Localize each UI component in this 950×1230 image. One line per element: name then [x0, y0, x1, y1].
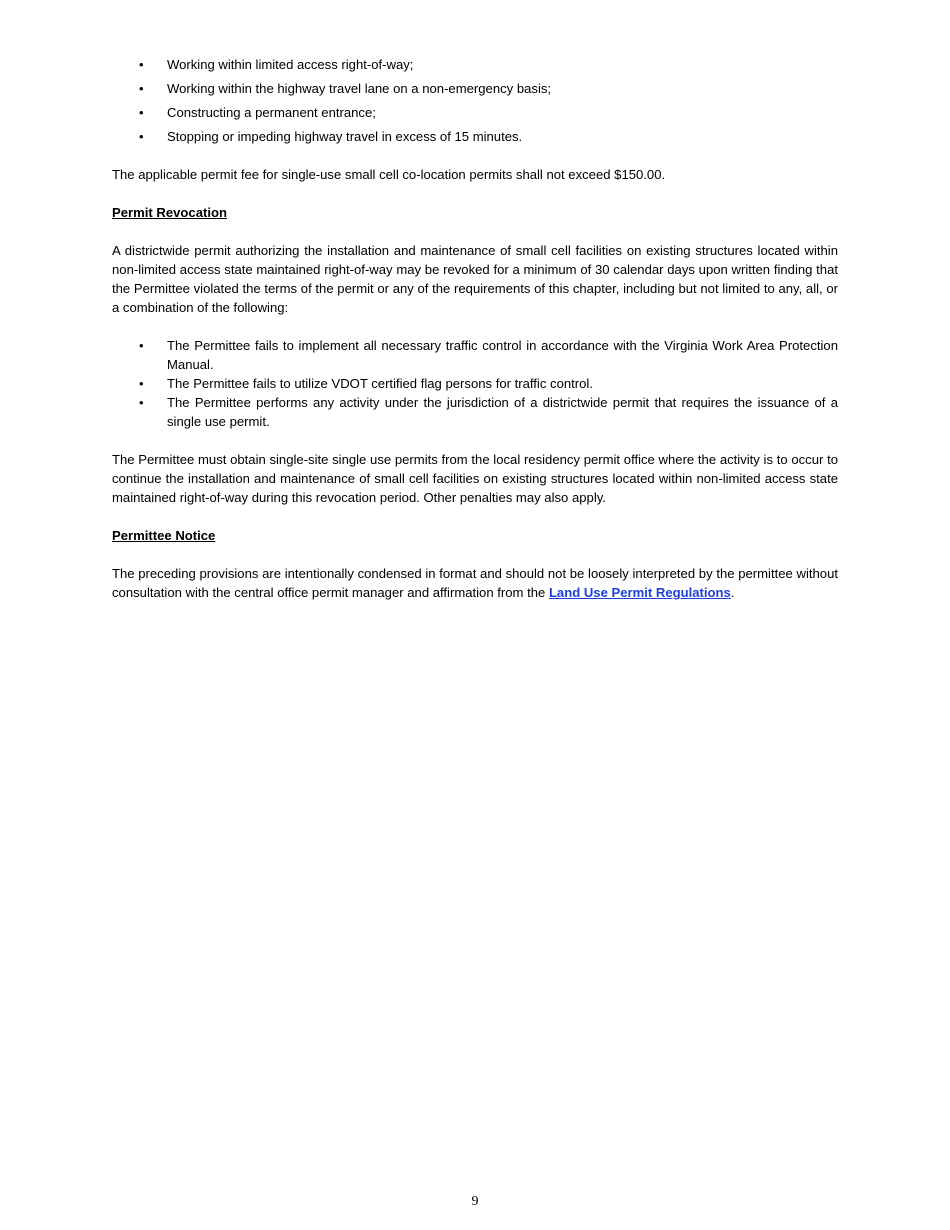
- bullet-icon: •: [139, 338, 144, 353]
- list-item-text: Constructing a permanent entrance;: [167, 105, 376, 120]
- list-item: [112, 55, 838, 74]
- bullet-icon: •: [139, 57, 144, 72]
- list-item-text: Working within limited access right-of-way;: [167, 57, 414, 72]
- list-item-text: Working within the highway travel lane on a non-emergency basis;: [167, 81, 552, 96]
- list-item: [112, 127, 838, 146]
- list-item-text: The Permittee performs any activity under the jurisdiction of a districtwide permit that requires the issuance of a single use permit.: [167, 395, 838, 429]
- permittee-notice-heading: Permittee Notice: [112, 528, 216, 543]
- intro-bullet-list: [112, 55, 838, 146]
- notice-paragraph-text: The preceding provisions are intentionally condensed in format and should not be loosely interpreted by the permittee without consultation with the central office permit manager and affirmation from the: [112, 566, 838, 600]
- land-use-permit-regulations-link[interactable]: Land Use Permit Regulations: [548, 585, 731, 600]
- list-item-text: The Permittee fails to implement all necessary traffic control in accordance with the Virginia Work Area Protection Manual.: [167, 338, 838, 372]
- list-item: [112, 79, 838, 98]
- notice-paragraph-end: .: [730, 585, 735, 600]
- revocation-bullet-list: [112, 336, 838, 431]
- bullet-icon: •: [139, 81, 144, 96]
- revocation-paragraph: A districtwide permit authorizing the installation and maintenance of small cell facilities on existing structures located within non-limited access state maintained right-of-way may be revoked for a minimum of 30 calendar days upon written finding that the Permittee violated the terms of the permit or any of the requirements of this chapter, including but not limited to any, all, or a combination of the following:: [112, 243, 838, 315]
- list-item: [112, 336, 838, 374]
- bullet-icon: •: [139, 129, 144, 144]
- document-body: [112, 55, 838, 602]
- bullet-icon: •: [139, 376, 144, 391]
- page-number: 9: [471, 1194, 479, 1209]
- bullet-icon: •: [139, 105, 144, 120]
- fee-paragraph: The applicable permit fee for single-use small cell co-location permits shall not exceed $150.00.: [112, 167, 666, 182]
- revocation-after-paragraph: The Permittee must obtain single-site single use permits from the local residency permit office where the activity is to occur to continue the installation and maintenance of small cell facilities on existing structures located within non-limited access state maintained right-of-way during this revocation period. Other penalties may also apply.: [112, 452, 838, 505]
- notice-paragraph: [112, 564, 838, 602]
- bullet-icon: •: [139, 395, 144, 410]
- list-item: [112, 393, 838, 431]
- list-item: [112, 103, 838, 122]
- list-item-text: Stopping or impeding highway travel in excess of 15 minutes.: [167, 129, 523, 144]
- list-item: [112, 374, 838, 393]
- list-item-text: The Permittee fails to utilize VDOT certified flag persons for traffic control.: [167, 376, 593, 391]
- permit-revocation-heading: Permit Revocation: [112, 205, 227, 220]
